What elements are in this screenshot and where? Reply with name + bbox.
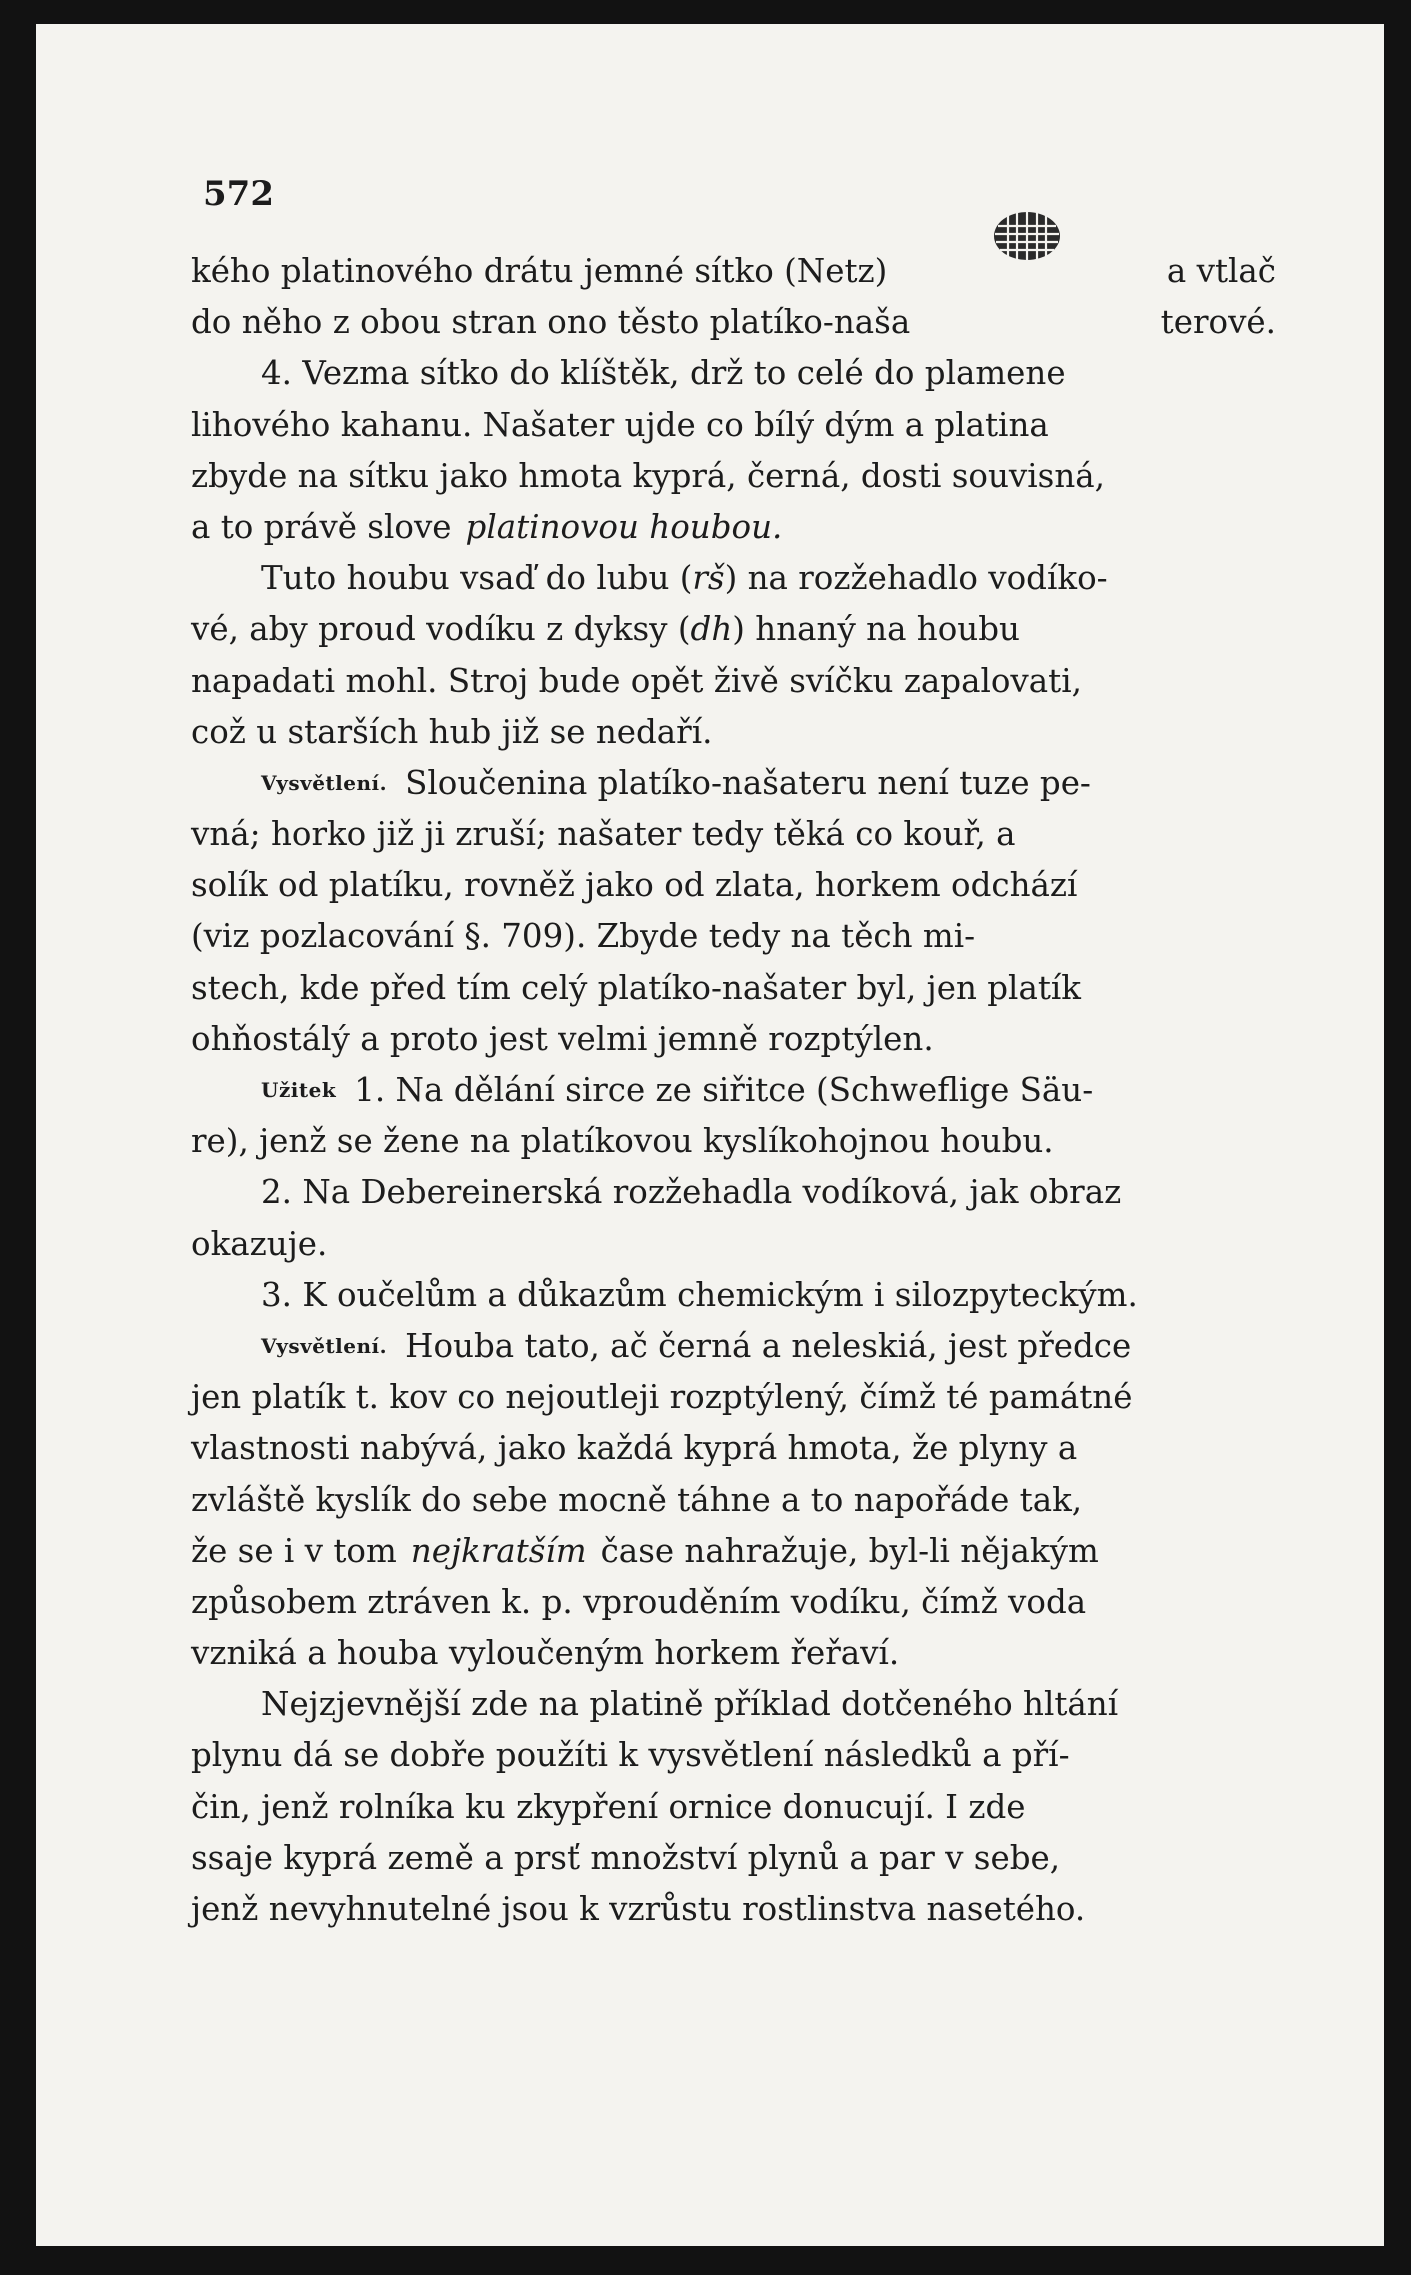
text-line: napadati mohl. Stroj bude opět živě svíčku zapalovati, — [191, 661, 1082, 700]
text-line: Vysvětlení. Sloučenina platíko-našateru není tuze pe- — [191, 758, 1276, 809]
text-line: vé, aby proud vodíku z dyksy ( dh ) hnaný na houbu — [191, 610, 1020, 649]
text-line: ohňostálý a proto jest velmi jemně rozptýlen. — [191, 1019, 934, 1058]
text-line: do něho z obou stran ono těsto platíko-naša terové. — [191, 303, 1276, 342]
section-label: Vysvětlení. — [261, 1333, 388, 1358]
text-line: Užitek 1. Na dělání sirce ze siřitce (Schweflige Säu- — [191, 1065, 1276, 1116]
page-number: 572 — [203, 174, 274, 214]
text-line: 3. K oučelům a důkazům chemickým i silozpyteckým. — [261, 1275, 1138, 1314]
text-line: okazuje. — [191, 1224, 328, 1263]
text-line: solík od platíku, rovněž jako od zlata, horkem odchází — [191, 866, 1078, 905]
text-line: což u starších hub již se nedaří. — [191, 712, 713, 751]
text-line: 2. Na Debereinerská rozžehadla vodíková, jak obraz — [261, 1173, 1122, 1212]
text-line: vná; horko již ji zruší; našater tedy těká co kouř, a — [191, 815, 1016, 854]
text-line: (viz pozlacování §. 709). Zbyde tedy na těch mi- — [191, 917, 976, 956]
text-line: stech, kde před tím celý platíko-našater byl, jen platík — [191, 968, 1081, 1007]
section-label: Užitek — [261, 1078, 337, 1102]
text-line: a to právě slove platinovou houbou. — [191, 502, 1276, 553]
section-label: Vysvětlení. — [261, 770, 388, 795]
text-line: vzniká a houba vyloučeným horkem řeřaví. — [191, 1634, 900, 1673]
text-line: Tuto houbu vsaď do lubu ( rš ) na rozžehadlo vodíko- — [261, 559, 1108, 598]
italic-term: platinovou houbou. — [465, 507, 783, 546]
text-line: ssaje kyprá země a prsť množství plynů a par v sebe, — [191, 1838, 1061, 1877]
text-line: re), jenž se žene na platíkovou kyslíkohojnou houbu. — [191, 1122, 1054, 1161]
body-text — [191, 246, 1276, 1935]
text-line: jenž nevyhnutelné jsou k vzrůstu rostlinstva nasetého. — [191, 1890, 1086, 1928]
text-line: plynu dá se dobře použíti k vysvětlení následků a pří- — [191, 1736, 1070, 1775]
text-line: Nejzjevnější zde na platině příklad dotčeného hltání — [261, 1685, 1119, 1724]
text-line: zbyde na sítku jako hmota kyprá, černá, dosti souvisná, — [191, 456, 1105, 495]
text-line: způsobem ztráven k. p. vprouděním vodíku, čímž voda — [191, 1582, 1087, 1621]
text-line: zvláště kyslík do sebe mocně táhne a to napořáde tak, — [191, 1480, 1083, 1519]
text-line: kého platinového drátu jemné sítko (Netz) a vtlač — [191, 246, 1276, 297]
text-line: čin, jenž rolníka ku zkypření ornice donucují. I zde — [191, 1787, 1026, 1826]
text-line: že se i v tom nejkratším čase nahražuje, byl-li nějakým — [191, 1526, 1276, 1577]
text-line: vlastnosti nabývá, jako každá kyprá hmota, že plyny a — [191, 1429, 1078, 1468]
sieve-icon — [990, 206, 1064, 262]
text-line: 4. Vezma sítko do klíštěk, drž to celé do plamene — [261, 354, 1066, 393]
text-line: lihového kahanu. Našater ujde co bílý dým a platina — [191, 405, 1049, 444]
italic-term: nejkratším — [410, 1531, 587, 1570]
book-page — [36, 24, 1384, 2246]
text-line: jen platík t. kov co nejoutleji rozptýlený, čímž té památné — [191, 1378, 1133, 1417]
text-line: Vysvětlení. Houba tato, ač černá a neleskiá, jest předce — [191, 1321, 1276, 1372]
